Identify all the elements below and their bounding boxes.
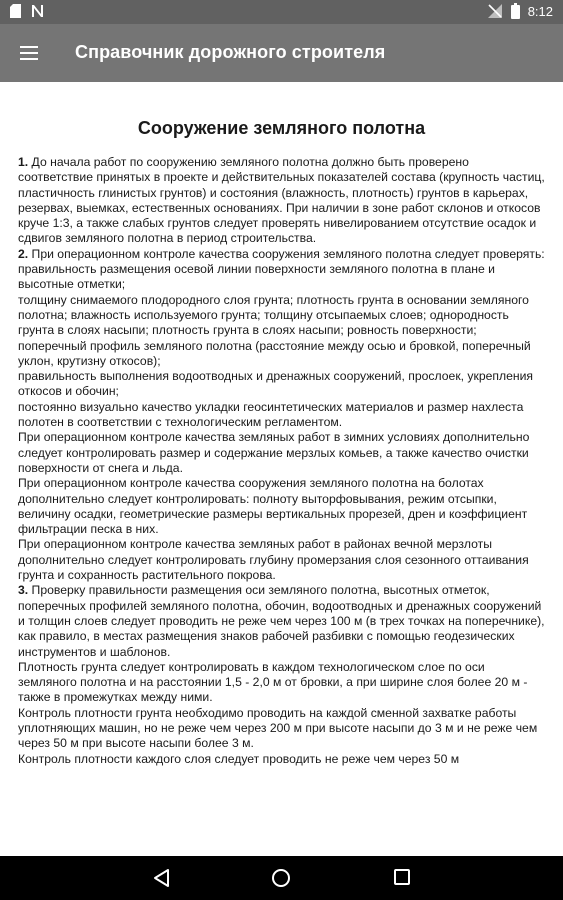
app-title: Справочник дорожного строителя: [75, 42, 386, 62]
paragraph: [18, 369, 545, 400]
paragraph: [18, 537, 545, 583]
article-body: [0, 155, 563, 767]
paragraph: [18, 339, 545, 370]
paragraph-text: При операционном контроле качества земляных работ в зимних условиях дополнительно следует контролировать размер и содержание мерзлых комьев, а также качество очистки поверхности от снега и льда.: [18, 430, 530, 475]
battery-icon: [511, 3, 520, 19]
page-title: Сооружение земляного полотна: [137, 118, 426, 138]
paragraph: [18, 752, 545, 767]
paragraph-text: При операционном контроле качества земляных работ в районах вечной мерзлоты дополнительно следует контролировать глубину промерзания слоя сезонного оттаивания грунта и сохранность растительного покрова.: [18, 537, 529, 583]
paragraph: [18, 660, 545, 706]
paragraph-text: При операционном контроле качества сооружения земляного полотна следует проверять:: [28, 246, 545, 261]
paragraph-text: Проверку правильности размещения оси земляного полотна, высотных отметок, поперечных профилей земляного полотна, обочин, водоотводных и дренажных сооружений и толщин слоев следует проводить не реже чем через 100 м (в трех точках на поперечнике), как правило, в местах размещения знаков рабочей разбивки с помощью геодезических инструментов и шаблонов.: [18, 583, 545, 659]
article-content[interactable]: [0, 82, 563, 844]
paragraph-text: Контроль плотности каждого слоя следует проводить не реже чем через 50 м: [18, 751, 460, 766]
paragraph: [18, 430, 545, 476]
back-triangle-icon[interactable]: [152, 868, 170, 893]
recents-square-icon[interactable]: [393, 868, 411, 891]
paragraph: [18, 583, 545, 659]
home-circle-icon[interactable]: [271, 868, 291, 893]
paragraph-text: При операционном контроле качества сооружения земляного полотна на болотах дополнительно следует контролировать: полноту выторфовывания, режим отсыпки, величину осадки, геометрические размеры вертикальных прорезей, дрен и коэффициент фильтрации песка в них.: [18, 476, 528, 537]
paragraph: [18, 400, 545, 431]
paragraph: [18, 293, 545, 339]
status-time: 8:12: [527, 3, 553, 19]
paragraph: [18, 476, 545, 537]
paragraph-text: постоянно визуально качество укладки геосинтетических материалов и размер нахлеста полотен в соответствии с технологическим регламентом.: [18, 399, 524, 430]
paragraph: [18, 155, 545, 247]
paragraph-number: 2.: [18, 246, 29, 261]
paragraph-number: 3.: [18, 583, 29, 598]
paragraph-text: правильность выполнения водоотводных и дренажных сооружений, прослоек, укрепления откосов и обочин;: [18, 369, 534, 399]
paragraph: [18, 247, 545, 262]
paragraph-text: правильность размещения осевой линии поверхности земляного полотна в плане и высотные отметки;: [18, 262, 495, 292]
signal-muted-icon: [487, 3, 503, 19]
paragraph: [18, 706, 545, 752]
navigation-bar: [0, 856, 563, 900]
paragraph-text: толщину снимаемого плодородного слоя грунта; плотность грунта в основании земляного полотна; влажность используемого грунта; толщину отсыпаемых слоев; однородность грунта в слоях насыпи; плотность грунта в слоях насыпи; ровность поверхности;: [18, 292, 529, 338]
paragraph-number: 1.: [18, 155, 29, 169]
status-bar: [0, 0, 563, 24]
app-bar: [0, 24, 563, 82]
paragraph-text: Плотность грунта следует контролировать в каждом технологическом слое по оси земляного полотна и на расстоянии 1,5 - 2,0 м от бровки, а при ширине слоя более 20 м - также в промежутках между ними.: [18, 659, 528, 705]
paragraph-text: Контроль плотности грунта необходимо проводить на каждой сменной захватке работы уплотняющих машин, но не реже чем через 200 м при высоте насыпи до 3 м и не реже чем через 50 м при высоте насыпи более 3 м.: [18, 705, 538, 751]
sd-card-icon: [10, 4, 21, 18]
paragraph: [18, 262, 545, 293]
notification-n-icon: [31, 4, 44, 18]
paragraph-text: поперечный профиль земляного полотна (расстояние между осью и бровкой, поперечный уклон, крутизну откосов);: [18, 338, 531, 368]
paragraph-text: До начала работ по сооружению земляного полотна должно быть проверено соответствие принятых в проекте и действительных показателей состава (крупность частиц, пластичность глинистых грунтов) и состояния (влажность, плотность) грунтов в карьерах, резервах, выемках, естественных основаниях. При наличии в зоне работ склонов и откосов круче 1:3, а также слабых грунтов следует проверять нивелированием отсутствие осадок и сдвигов земляного полотна в период строительства.: [18, 155, 545, 246]
hamburger-menu-icon[interactable]: [20, 42, 48, 64]
